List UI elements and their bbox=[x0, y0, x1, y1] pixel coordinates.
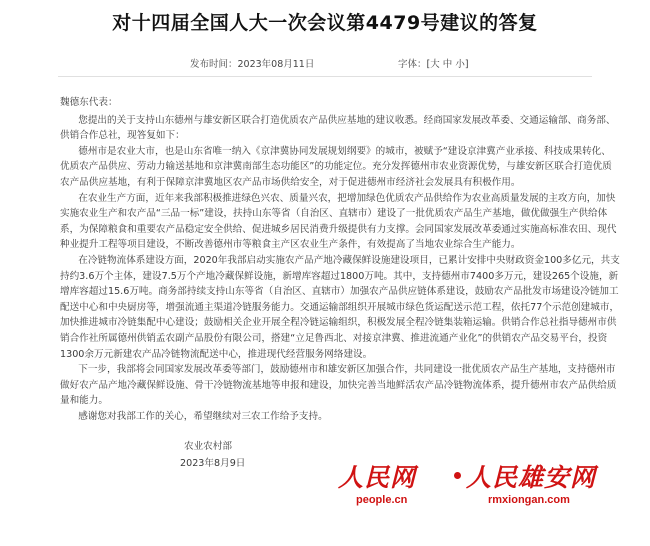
paragraph: 您提出的关于支持山东德州与雄安新区联合打造优质农产品供应基地的建议收悉。经商国家发展改革委、交通运输部、商务部、供销合作总社，现答复如下： bbox=[60, 114, 616, 142]
font-size-medium-button[interactable]: 中 bbox=[442, 59, 453, 70]
sign-date: 2023年8月9日 bbox=[180, 458, 246, 470]
people-url: people.cn bbox=[356, 494, 408, 506]
greeting: 魏德东代表： bbox=[60, 97, 118, 108]
thanks-line: 感谢您对我部工作的关心，希望继续对三农工作给予支持。 bbox=[78, 410, 328, 422]
paragraph: 在农业生产方面，近年来我部积极推进绿色兴农、质量兴农，把增加绿色优质农产品供给作为农业高质量发展的主攻方向，加快实施农业生产和农产品“三品一标”建设，扶持山东等省（自治区、直辖市）建设了一批优质农产品生产基地，做优做强生产供给体系，为保障粮食和重要农产品稳定安全供给、促进城乡居民消费升级提供有力支撑。会同国家发展改革委通过实施高标准农田、现代种业提升工程等项目建设，不断改善德州市等粮食主产区农业生产条件，有效提高了当地农业综合生产能力。 bbox=[60, 192, 617, 251]
separator-dot bbox=[454, 472, 461, 479]
paragraph: 在冷链物流体系建设方面，2020年我部启动实施农产品产地冷藏保鲜设施建设项目，已累计安排中央财政资金100多亿元，共支持约3.6万个主体，建设7.5万个产地冷藏保鲜设施，新增库容超过1800万吨。其中，支持德州市7400多万元，建设265个设施，新增库容超过15.6万吨。商务部持续支持山东等省（自治区、直辖市）加强农产品供应链体系建设，鼓励农产品批发市场建设冷链加工配送中心和中央厨房等，增强流通主渠道冷链服务能力。交通运输部组织开展城市绿色货运配送示范工程，依托77个示范创建城市，加快推进城市冷链集配中心建设；鼓励相关企业开展全程冷链运输组织，积极发展全程冷链集装箱运输。供销合作总社指导德州市供销合作社所属德州供销孟农副产品股份有限公司，搭建“立足鲁西北、对接京津冀、推进流通产业化”的供销农产品交易平台，投资1300余万元新建农产品冷链物流配送中心，推进现代经营服务网络建设。 bbox=[60, 254, 620, 360]
font-size-label: 字体：[ bbox=[398, 59, 431, 70]
watermark-logo bbox=[338, 458, 638, 514]
font-size-close: ] bbox=[464, 59, 469, 70]
people-daily-logo: 人民网 bbox=[338, 463, 417, 492]
font-size-small-button[interactable]: 小 bbox=[455, 59, 465, 70]
publish-time: 发布时间：2023年08月11日 bbox=[190, 59, 315, 70]
article-body bbox=[60, 95, 620, 472]
paragraph: 德州市是农业大市，也是山东省唯一纳入《京津冀协同发展规划纲要》的城市，被赋予“建设京津冀产业承接、科技成果转化、优质农产品供应、劳动力输送基地和京津冀南部生态功能区”的功能定位。充分发挥德州市农业资源优势，与雄安新区联合打造优质农产品供应基地，有利于保障京津冀地区农产品市场供给安全，对于促进德州市经济社会发展具有积极作用。 bbox=[60, 145, 612, 188]
xiongan-url: rmxiongan.com bbox=[488, 494, 570, 506]
signature: 农业农村部 bbox=[184, 441, 232, 453]
font-size-large-button[interactable]: 大 bbox=[430, 59, 440, 70]
paragraph: 下一步，我部将会同国家发展改革委等部门，鼓励德州市和雄安新区加强合作，共同建设一批优质农产品生产基地，支持德州市做好农产品产地冷藏保鲜设施、骨干冷链物流基地等申报和建设，加快完善当地鲜活农产品冷链物流体系，提升德州市农产品供给质量和能力。 bbox=[60, 364, 617, 407]
font-size-selector bbox=[398, 56, 469, 70]
page-title: 对十四届全国人大一次会议第4479号建议的答复 bbox=[112, 12, 538, 34]
xiongan-logo: 人民雄安网 bbox=[466, 463, 597, 492]
divider bbox=[58, 76, 592, 77]
meta-bar bbox=[0, 56, 650, 72]
